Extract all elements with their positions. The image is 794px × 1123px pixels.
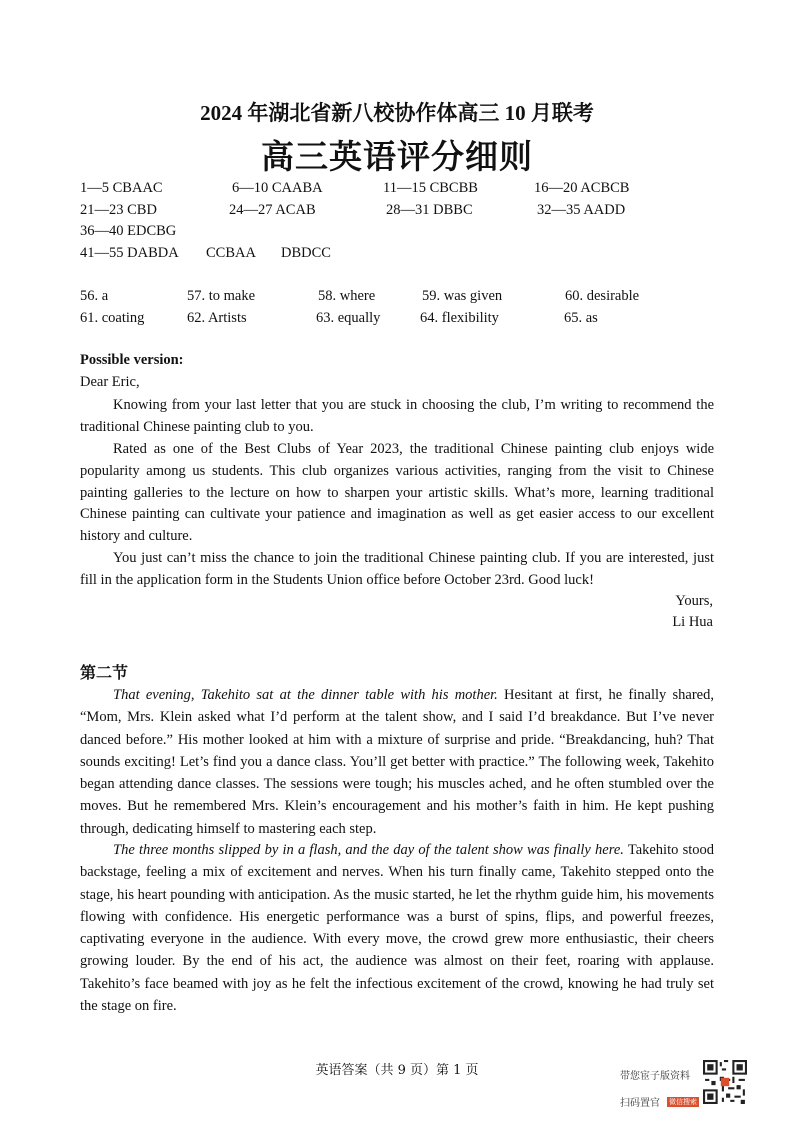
fill-answer: 64. flexibility [420,310,499,326]
answer-group: 16—20 ACBCB [534,180,630,196]
page-footer: 英语答案（共 9 页）第 1 页 [315,1063,479,1078]
paragraph-lead: That evening, Takehito sat at the dinner table with his mother. [113,687,498,703]
fill-answer: 56. a [80,288,109,304]
answer-group: 28—31 DBBC [386,202,473,218]
story-paragraph [80,684,714,840]
fill-answer: 58. where [318,288,376,304]
answer-group: DBDCC [281,245,331,261]
story-paragraph [80,839,714,1017]
section-heading: 第二节 [80,663,129,682]
paragraph-lead: The three months slipped by in a flash, and the day of the talent show was finally here. [113,842,624,858]
essay-closing: Yours, [675,593,713,609]
qr-caption: 扫码置官 [620,1098,660,1109]
essay-heading: Possible version: [80,352,184,368]
fill-answer: 60. desirable [565,288,640,304]
qr-caption: 带您宦子版资料 [620,1071,690,1082]
document-title: 高三英语评分细则 [261,140,533,176]
fill-answer: 59. was given [422,288,503,304]
answer-group: 32—35 AADD [537,202,626,218]
answer-group: 24—27 ACAB [229,202,316,218]
answer-group: 41—55 DABDA [80,245,179,261]
fill-answer: 65. as [564,310,598,326]
exam-title: 2024 年湖北省新八校协作体高三 10 月联考 [200,101,594,125]
essay-greeting: Dear Eric, [80,374,140,390]
qr-badge: 微信搜索 [669,1098,697,1106]
fill-answer: 62. Artists [187,310,247,326]
answer-group: CCBAA [206,245,256,261]
answer-group: 21—23 CBD [80,202,157,218]
qr-code-icon [703,1060,747,1104]
answer-group: 11—15 CBCBB [383,180,478,196]
answer-group: 1—5 CBAAC [80,180,163,196]
fill-answer: 61. coating [80,310,145,326]
essay-signature: Li Hua [672,614,713,630]
answer-group: 36—40 EDCBG [80,223,177,239]
paragraph-body: Takehito stood backstage, feeling a mix of excitement and nerves. When his turn finally came, Takehito stepped onto the stage, his heart pounding with anticipation. As the music started, he let the rhythm guide him, his movements flowing with confidence. His energetic performance was a burst of spins, flips, and powerful freezes, captivating everyone in the audience. With every move, the crowd grew more enthusiastic, their cheers growing louder. By the end of his act, the audience was almost on their feet, roaring with applause. Takehito’s face beamed with joy as he felt the infectious excitement of the crowd, knowing he had truly set the stage on fire. [80,842,714,1015]
essay-paragraph: You just can’t miss the chance to join the traditional Chinese painting club. If you are interested, just fill in the application form in the Students Union office before October 23rd. Good luck! [80,550,714,588]
essay-paragraph: Rated as one of the Best Clubs of Year 2023, the traditional Chinese painting club enjoys wide popularity among us students. This club organizes various activities, ranging from the visit to Chinese painting galleries to the lecture on how to sharpen your artistic skills. What’s more, learning traditional Chinese painting can cultivate your patience and imagination as well as get easier access to our excellent history and culture. [80,441,714,545]
fill-answer: 63. equally [316,310,381,326]
fill-answer: 57. to make [187,288,256,304]
answer-group: 6—10 CAABA [232,180,323,196]
essay-paragraph: Knowing from your last letter that you are stuck in choosing the club, I’m writing to recommend the traditional Chinese painting club to you. [80,397,714,435]
paragraph-body: Hesitant at first, he finally shared, “Mom, Mrs. Klein asked what I’d perform at the talent show, and I said I’d breakdance. But I’ve never danced before.” His mother looked at him with a mixture of surprise and pride. “Breakdancing, huh? That sounds exciting! Let’s find you a dance class. You’ll get better with practice.” The following week, Takehito began attending dance classes. The sessions were tough; his muscles ached, and he often stumbled over the moves. But he remembered Mrs. Klein’s encouragement and his mother’s faith in him. He kept pushing through, dedicating himself to mastering each step. [80,687,714,837]
